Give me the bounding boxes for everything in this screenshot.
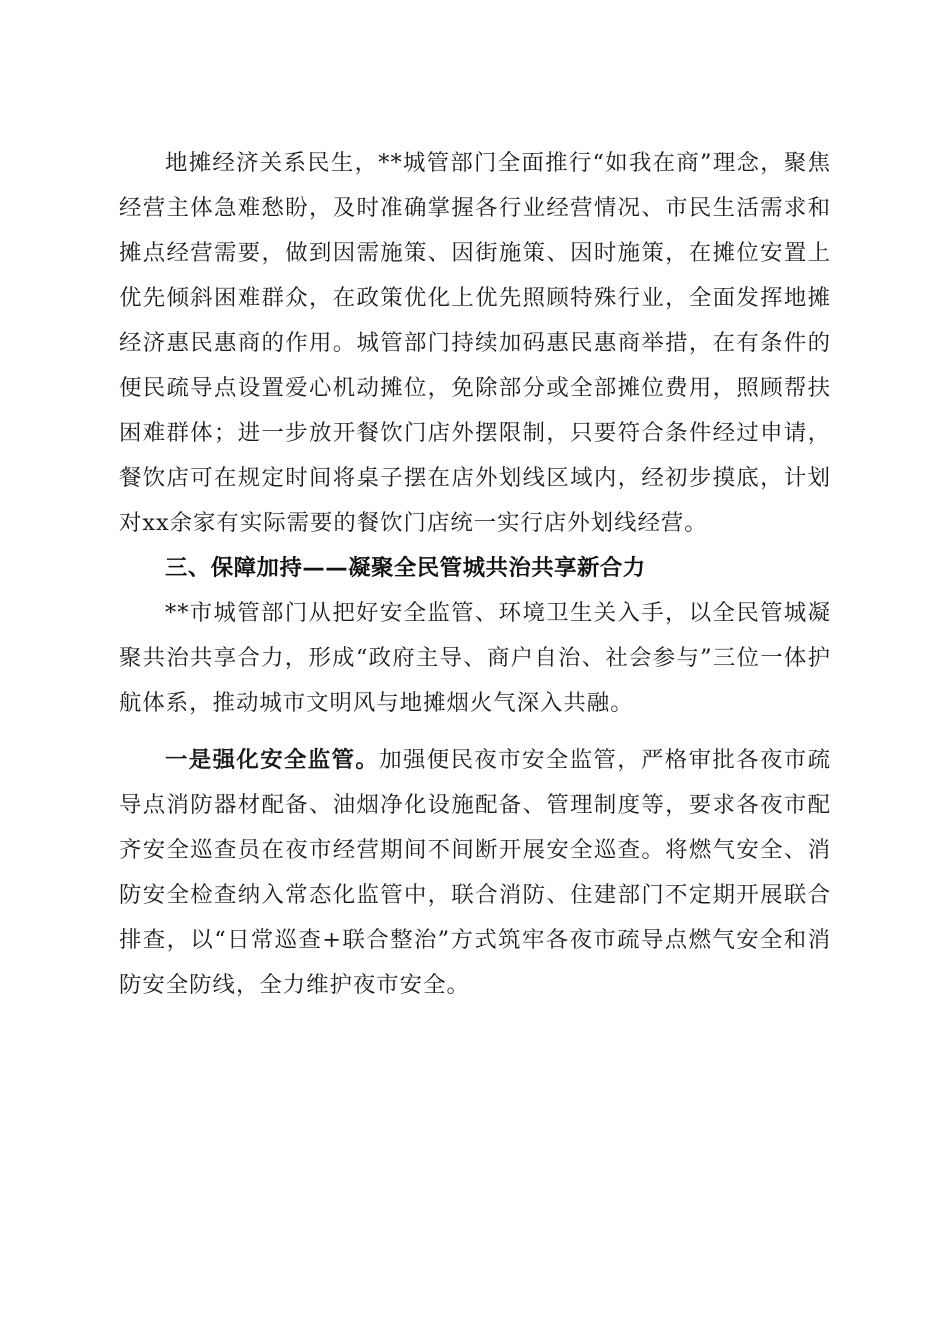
paragraph-body: 加强便民夜市安全监管，严格审批各夜市疏导点消防器材配备、油烟净化设施配备、管理制度等，要求各夜市配齐安全巡查员在夜市经营期间不间断开展安全巡查。将燃气安全、消防安全检查纳入常态化监管中，联合消防、住建部门不定期开展联合排查，以“日常巡查+联合整治”方式筑牢各夜市疏导点燃气安全和消防安全防线，全力维护夜市安全。 xyxy=(119,747,831,998)
paragraph-lead-phrase: 一是强化安全监管。 xyxy=(165,747,380,773)
document-body xyxy=(119,141,831,1008)
paragraph-safety-supervision xyxy=(119,738,831,1008)
paragraph-co-governance: **市城管部门从把好安全监管、环境卫生关入手，以全民管城凝聚共治共享合力，形成“政府主导、商户自治、社会参与”三位一体护航体系，推动城市文明风与地摊烟火气深入共融。 xyxy=(119,600,831,716)
paragraph-street-stall-policy: 地摊经济关系民生，**城管部门全面推行“如我在商”理念，聚焦经营主体急难愁盼，及时准确掌握各行业经营情况、市民生活需求和摊点经营需要，做到因需施策、因街施策、因时施策，在摊位安置上优先倾斜困难群众，在政策优化上优先照顾特殊行业，全面发挥地摊经济惠民惠商的作用。城管部门持续加码惠民惠商举措，在有条件的便民疏导点设置爱心机动摊位，免除部分或全部摊位费用，照顾帮扶困难群体；进一步放开餐饮门店外摆限制，只要符合条件经过申请，餐饮店可在规定时间将桌子摆在店外划线区域内，经初步摸底，计划对xx余家有实际需要的餐饮门店统一实行店外划线经营。 xyxy=(119,150,831,536)
section-heading: 三、保障加持——凝聚全民管城共治共享新合力 xyxy=(165,555,646,581)
